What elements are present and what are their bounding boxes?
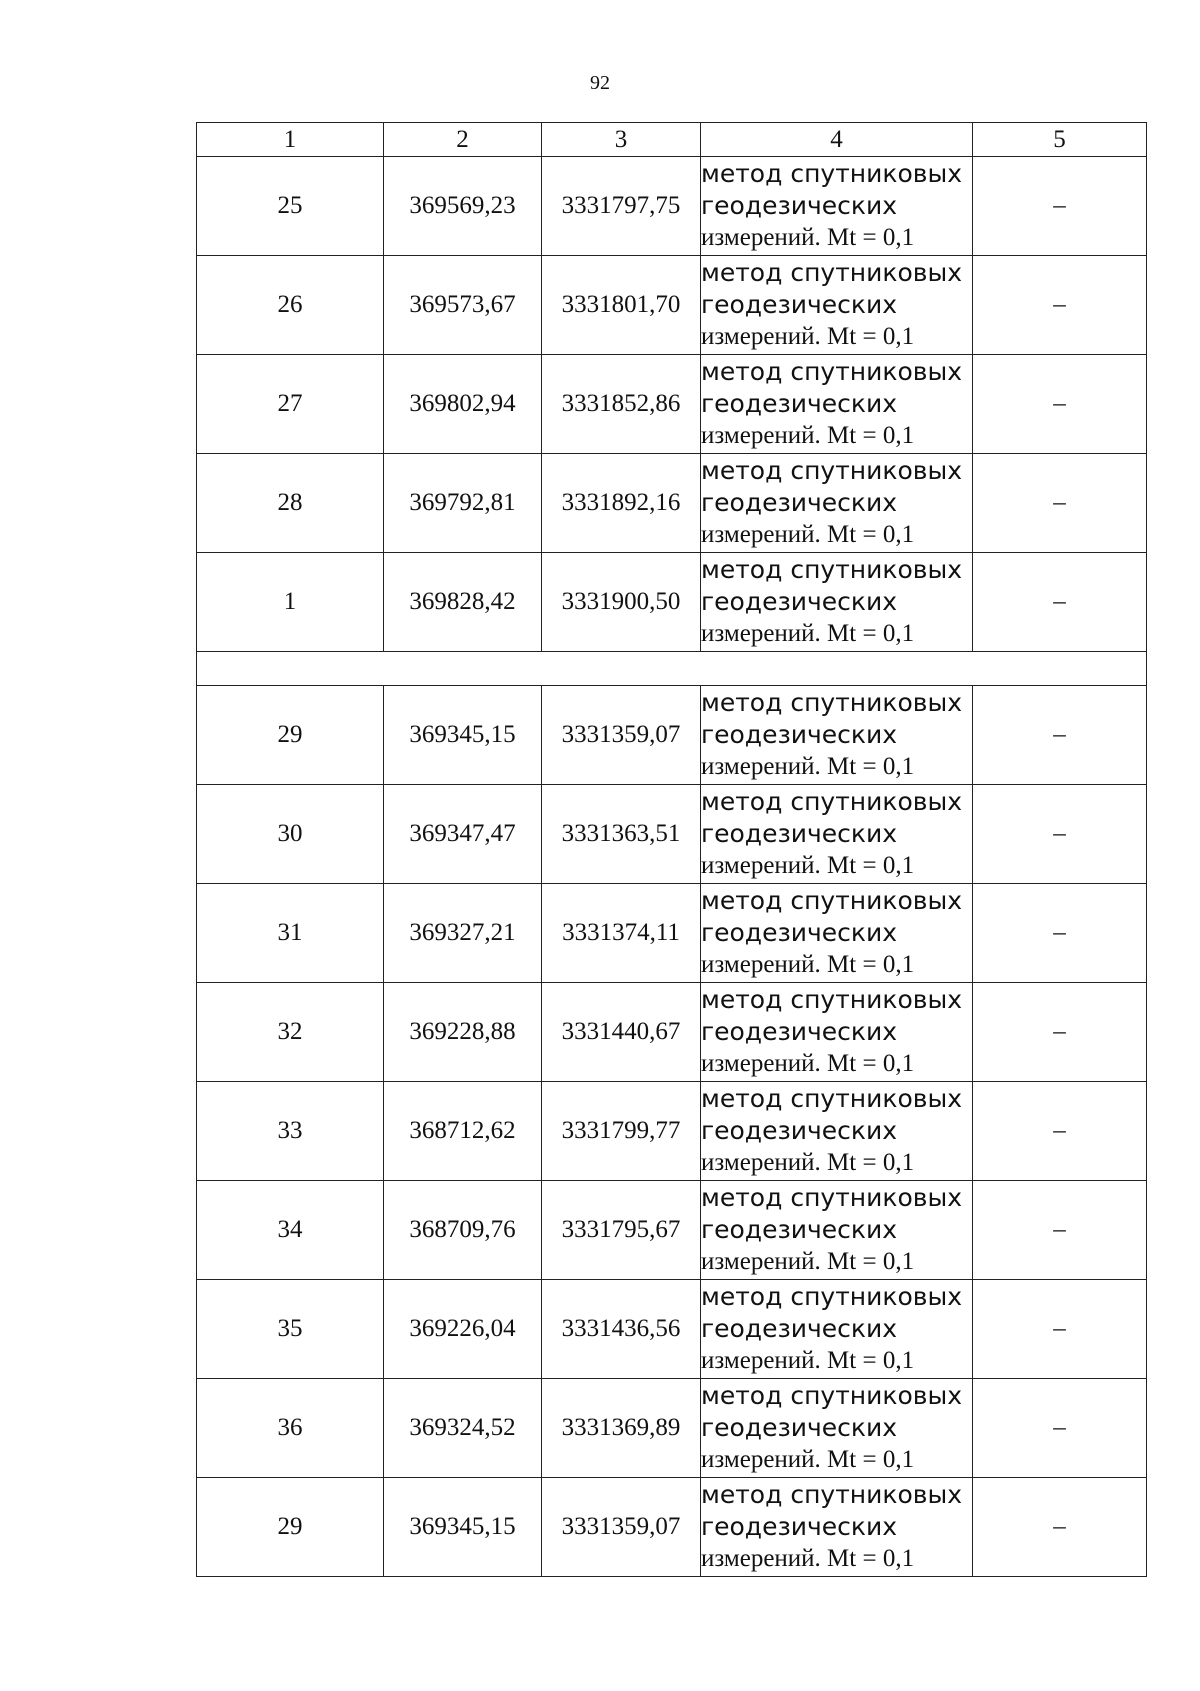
method-line-3: измерений. Mt = 0,1 (701, 521, 915, 548)
coordinate-y: 3331374,11 (542, 884, 701, 983)
coordinate-x: 369569,23 (384, 157, 542, 256)
description-cell: – (973, 157, 1147, 256)
method-cell (701, 1478, 973, 1577)
description-cell: – (973, 454, 1147, 553)
method-line-1: метод спутниковых (701, 357, 963, 386)
method-line-1: метод спутниковых (701, 555, 963, 584)
coordinate-x: 369327,21 (384, 884, 542, 983)
method-cell (701, 355, 973, 454)
coordinate-x: 368712,62 (384, 1082, 542, 1181)
method-line-2: геодезических (701, 1017, 898, 1046)
method-line-3: измерений. Mt = 0,1 (701, 1149, 915, 1176)
method-line-3: измерений. Mt = 0,1 (701, 224, 915, 251)
table-row (197, 355, 1147, 454)
method-cell (701, 553, 973, 652)
coordinate-y: 3331892,16 (542, 454, 701, 553)
method-line-2: геодезических (701, 1413, 898, 1442)
method-cell (701, 1082, 973, 1181)
method-line-3: измерений. Mt = 0,1 (701, 1248, 915, 1275)
method-line-1: метод спутниковых (701, 1084, 963, 1113)
method-line-3: измерений. Mt = 0,1 (701, 1446, 915, 1473)
header-cell-1: 1 (197, 123, 384, 157)
point-number: 36 (197, 1379, 384, 1478)
coordinate-y: 3331852,86 (542, 355, 701, 454)
header-cell-3: 3 (542, 123, 701, 157)
method-line-3: измерений. Mt = 0,1 (701, 1545, 915, 1572)
method-line-1: метод спутниковых (701, 456, 963, 485)
point-number: 27 (197, 355, 384, 454)
table-row (197, 553, 1147, 652)
point-number: 29 (197, 1478, 384, 1577)
method-cell (701, 1379, 973, 1478)
method-cell (701, 1181, 973, 1280)
table-row (197, 884, 1147, 983)
method-line-1: метод спутниковых (701, 1183, 963, 1212)
description-cell: – (973, 1181, 1147, 1280)
point-number: 30 (197, 785, 384, 884)
point-number: 31 (197, 884, 384, 983)
table-row (197, 1082, 1147, 1181)
table-row (197, 1181, 1147, 1280)
coordinate-y: 3331369,89 (542, 1379, 701, 1478)
description-cell: – (973, 1478, 1147, 1577)
coordinate-y: 3331440,67 (542, 983, 701, 1082)
method-cell (701, 785, 973, 884)
point-number: 1 (197, 553, 384, 652)
coordinate-y: 3331801,70 (542, 256, 701, 355)
table-row (197, 785, 1147, 884)
coordinate-x: 369573,67 (384, 256, 542, 355)
point-number: 35 (197, 1280, 384, 1379)
method-line-1: метод спутниковых (701, 159, 963, 188)
coordinate-x: 369802,94 (384, 355, 542, 454)
method-cell (701, 1280, 973, 1379)
header-cell-5: 5 (973, 123, 1147, 157)
coordinate-y: 3331799,77 (542, 1082, 701, 1181)
table-row (197, 454, 1147, 553)
description-cell: – (973, 983, 1147, 1082)
description-cell: – (973, 256, 1147, 355)
method-line-2: геодезических (701, 1314, 898, 1343)
point-number: 34 (197, 1181, 384, 1280)
header-cell-4: 4 (701, 123, 973, 157)
description-cell: – (973, 1280, 1147, 1379)
table-row (197, 1280, 1147, 1379)
point-number: 29 (197, 686, 384, 785)
method-line-3: измерений. Mt = 0,1 (701, 951, 915, 978)
coordinate-x: 369345,15 (384, 686, 542, 785)
method-cell (701, 256, 973, 355)
point-number: 28 (197, 454, 384, 553)
method-line-2: геодезических (701, 389, 898, 418)
coordinate-y: 3331359,07 (542, 686, 701, 785)
method-cell (701, 454, 973, 553)
method-line-1: метод спутниковых (701, 886, 963, 915)
table-row (197, 157, 1147, 256)
coordinate-x: 368709,76 (384, 1181, 542, 1280)
method-line-2: геодезических (701, 819, 898, 848)
table-row (197, 1478, 1147, 1577)
coordinate-x: 369792,81 (384, 454, 542, 553)
table-row (197, 256, 1147, 355)
description-cell: – (973, 355, 1147, 454)
coordinate-x: 369828,42 (384, 553, 542, 652)
method-line-3: измерений. Mt = 0,1 (701, 422, 915, 449)
method-line-3: измерений. Mt = 0,1 (701, 323, 915, 350)
separator-row (197, 652, 1147, 686)
method-line-3: измерений. Mt = 0,1 (701, 1050, 915, 1077)
method-line-2: геодезических (701, 720, 898, 749)
method-line-3: измерений. Mt = 0,1 (701, 620, 915, 647)
coordinate-x: 369347,47 (384, 785, 542, 884)
method-line-3: измерений. Mt = 0,1 (701, 753, 915, 780)
method-line-3: измерений. Mt = 0,1 (701, 1347, 915, 1374)
table-row (197, 983, 1147, 1082)
method-cell (701, 157, 973, 256)
coordinate-y: 3331436,56 (542, 1280, 701, 1379)
point-number: 25 (197, 157, 384, 256)
description-cell: – (973, 1379, 1147, 1478)
method-line-3: измерений. Mt = 0,1 (701, 852, 915, 879)
coordinates-table (196, 122, 1147, 1577)
coordinate-y: 3331359,07 (542, 1478, 701, 1577)
coordinate-y: 3331797,75 (542, 157, 701, 256)
coordinate-x: 369228,88 (384, 983, 542, 1082)
method-cell (701, 983, 973, 1082)
table-row (197, 686, 1147, 785)
description-cell: – (973, 553, 1147, 652)
description-cell: – (973, 686, 1147, 785)
coordinate-x: 369226,04 (384, 1280, 542, 1379)
method-line-2: геодезических (701, 290, 898, 319)
header-cell-2: 2 (384, 123, 542, 157)
method-line-2: геодезических (701, 191, 898, 220)
separator-cell (197, 652, 1147, 686)
method-line-2: геодезических (701, 587, 898, 616)
method-line-1: метод спутниковых (701, 1480, 963, 1509)
method-line-2: геодезических (701, 918, 898, 947)
coordinate-y: 3331795,67 (542, 1181, 701, 1280)
description-cell: – (973, 1082, 1147, 1181)
coordinate-x: 369345,15 (384, 1478, 542, 1577)
description-cell: – (973, 884, 1147, 983)
description-cell: – (973, 785, 1147, 884)
method-cell (701, 884, 973, 983)
method-line-1: метод спутниковых (701, 688, 963, 717)
coordinate-y: 3331363,51 (542, 785, 701, 884)
method-line-1: метод спутниковых (701, 1282, 963, 1311)
method-line-1: метод спутниковых (701, 1381, 963, 1410)
method-line-1: метод спутниковых (701, 787, 963, 816)
page-number: 92 (590, 72, 610, 94)
point-number: 32 (197, 983, 384, 1082)
method-line-2: геодезических (701, 488, 898, 517)
method-line-1: метод спутниковых (701, 985, 963, 1014)
coordinate-y: 3331900,50 (542, 553, 701, 652)
table-row (197, 1379, 1147, 1478)
method-line-2: геодезических (701, 1512, 898, 1541)
coordinate-x: 369324,52 (384, 1379, 542, 1478)
method-line-1: метод спутниковых (701, 258, 963, 287)
method-line-2: геодезических (701, 1215, 898, 1244)
method-line-2: геодезических (701, 1116, 898, 1145)
point-number: 26 (197, 256, 384, 355)
header-row (197, 123, 1147, 157)
method-cell (701, 686, 973, 785)
point-number: 33 (197, 1082, 384, 1181)
